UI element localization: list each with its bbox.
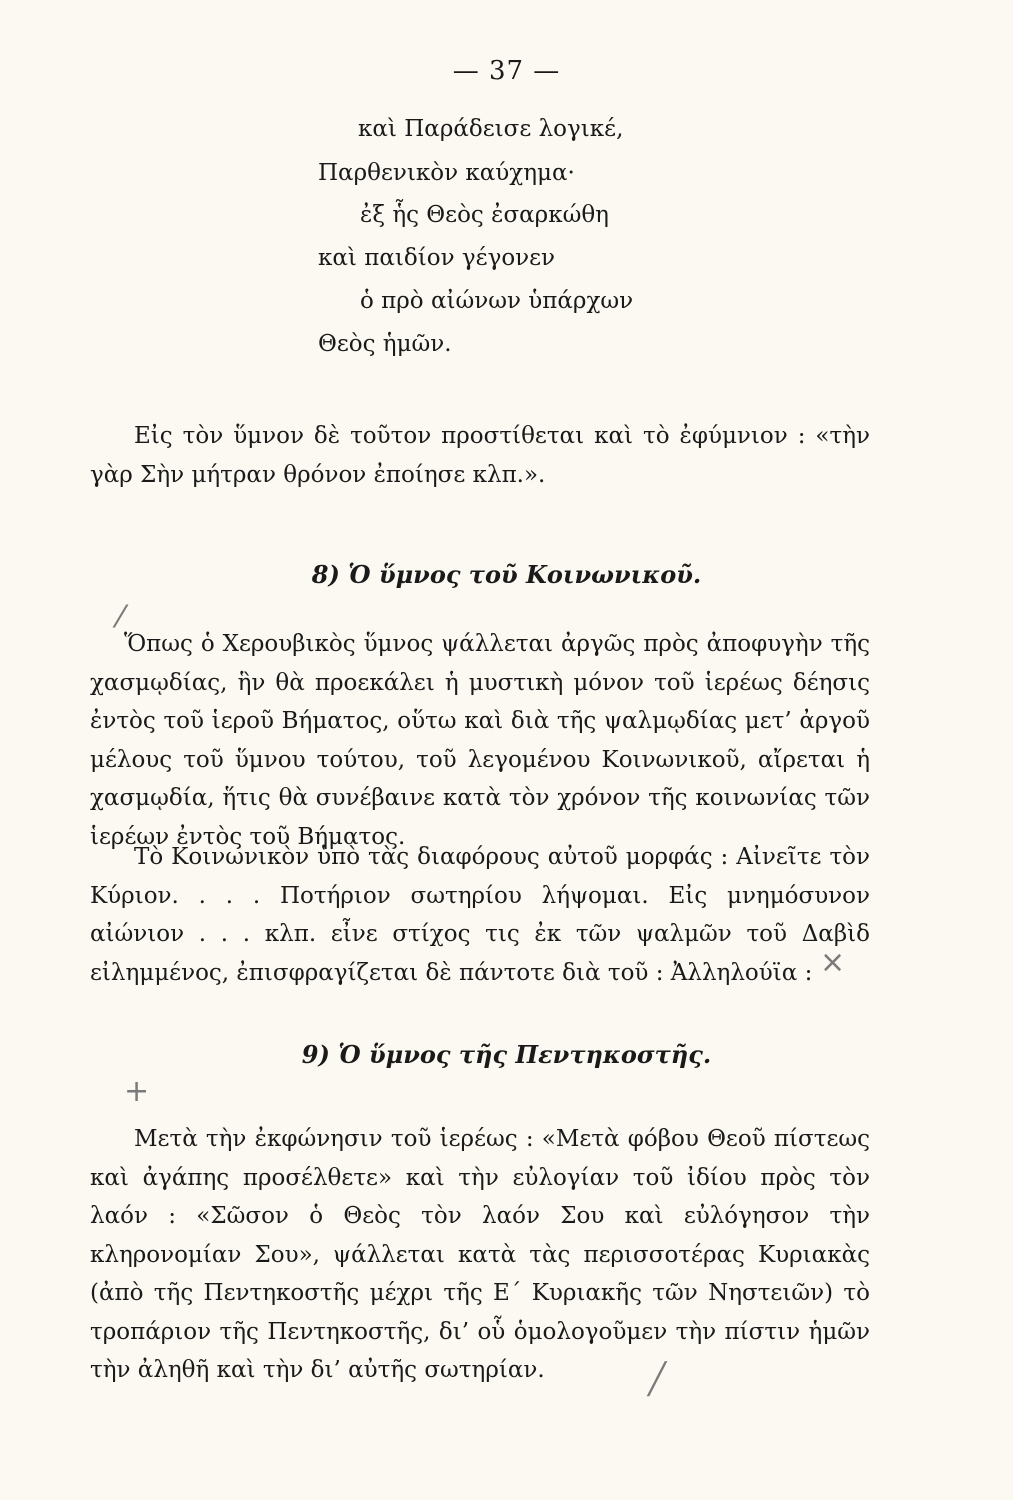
paragraph-ephymnion: Εἰς τὸν ὕμνον δὲ τοῦτον προστίθεται καὶ τὸ ἐφύμνιον : «τὴν γὰρ Σὴν μήτραν θρόνον ἐποίησε κλπ.».	[90, 423, 870, 488]
paragraph-pentecost: Μετὰ τὴν ἐκφώνησιν τοῦ ἱερέως : «Μετὰ φόβου Θεοῦ πίστεως καὶ ἀγάπης προσέλθετε» καὶ τὴν εὐλογίαν τοῦ ἰδίου πρὸς τὸν λαόν : «Σῶσον ὁ Θεὸς τὸν λαόν Σου καὶ εὐλόγησον τὴν κληρονομίαν Σου», ψάλλεται κατὰ τὰς περισσοτέρας Κυριακὰς (ἀπὸ τῆς Πεντηκοστῆς μέχρι τῆς Ε΄ Κυριακῆς τῶν Νηστειῶν) τὸ τροπάριον τῆς Πεντηκοστῆς, δι’ οὗ ὁμολογοῦμεν τὴν πίστιν ἡμῶν τὴν ἀληθῆ καὶ τὴν δι’ αὐτῆς σωτηρίαν.	[90, 1126, 870, 1383]
verse-line: Θεὸς ἡμῶν.	[318, 331, 452, 357]
pencil-cross-mark: ×	[820, 945, 846, 980]
verse-line: καὶ παιδίον γέγονεν	[318, 245, 556, 271]
paragraph-communion-1: Ὅπως ὁ Χερουβικὸς ὕμνος ψάλλεται ἀργῶς πρὸς ἀποφυγὴν τῆς χασμῳδίας, ἣν θὰ προεκάλει ἡ μυστικὴ μόνον τοῦ ἱερέως δέησις ἐντὸς τοῦ ἱεροῦ Βήματος, οὕτω καὶ διὰ τῆς ψαλμῳδίας μετ’ ἀργοῦ μέλους τοῦ ὕμνου τούτου, τοῦ λεγομένου Κοινωνικοῦ, αἴρεται ἡ χασμῳδία, ἥτις θὰ συνέβαινε κατὰ τὸν χρόνον τῆς κοινωνίας τῶν ἱερέων ἐντὸς τοῦ Βήματος.	[90, 631, 870, 850]
verse-line: Παρθενικὸν καύχημα·	[318, 160, 575, 186]
pencil-slash-mark: ╱	[648, 1362, 667, 1397]
pencil-mark: ⁄	[118, 600, 124, 635]
pencil-plus-mark: +	[124, 1074, 150, 1109]
verse-line: καὶ Παράδεισε λογικέ,	[358, 116, 624, 142]
verse-line: ὁ πρὸ αἰώνων ὑπάρχων	[360, 288, 634, 314]
section-heading-8: 8) Ὁ ὕμνος τοῦ Κοινωνικοῦ.	[311, 560, 702, 589]
section-heading-9: 9) Ὁ ὕμνος τῆς Πεντηκοστῆς.	[301, 1040, 712, 1069]
page-number: — 37 —	[452, 56, 561, 86]
paragraph-communion-2: Τὸ Κοινωνικὸν ὑπὸ τὰς διαφόρους αὐτοῦ μορφάς : Αἰνεῖτε τὸν Κύριον. . . . Ποτήριον σωτηρίου λήψομαι. Εἰς μνημόσυνον αἰώνιον . . . κλπ. εἶνε στίχος τις ἐκ τῶν ψαλμῶν τοῦ Δαβὶδ εἰλημμένος, ἐπισφραγίζεται δὲ πάντοτε διὰ τοῦ : Ἀλληλούϊα :	[90, 844, 870, 986]
verse-line: ἐξ ἧς Θεὸς ἐσαρκώθη	[360, 202, 609, 228]
